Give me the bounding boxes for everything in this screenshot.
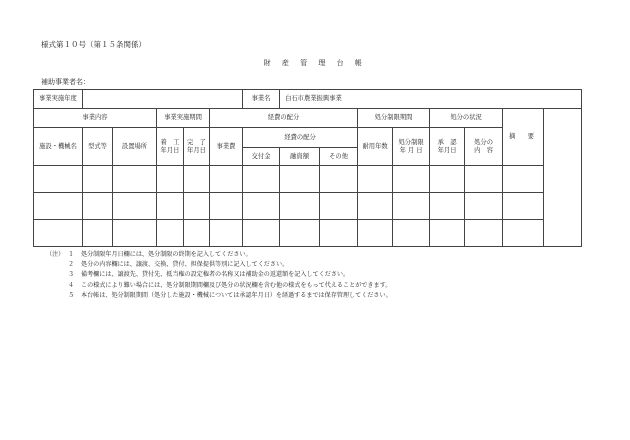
note-text: この様式により難い場合には、処分制限期間欄及び処分の状況欄を含む他の様式をもって代えることができます。 (81, 281, 392, 289)
note-number: ２ (68, 261, 75, 269)
other-cell (320, 193, 358, 220)
loan-cell (280, 166, 320, 193)
data-row (34, 166, 582, 193)
approval-date-cell (430, 193, 465, 220)
note-item (46, 270, 392, 280)
model-cell (83, 193, 113, 220)
blank-right-column (544, 109, 582, 247)
ledger-title: 財 産 管 理 台 帳 (263, 59, 367, 67)
useful-life-cell (358, 166, 393, 193)
notes-section (46, 250, 392, 301)
group-funding-cell: 経費の配分 (210, 109, 358, 128)
notes-heading: （注） (46, 251, 65, 258)
group-header-row (34, 109, 582, 128)
note-number: １ (68, 251, 75, 258)
column-header-row (34, 128, 582, 148)
approval-date-header-cell: 承 認 年月日 (430, 128, 465, 166)
cost-cell (210, 166, 243, 193)
grant-cell (243, 166, 280, 193)
project-value-cell: 白石市農業振興事業 (280, 90, 582, 109)
location-cell (113, 193, 157, 220)
note-item (46, 281, 392, 291)
note-item (46, 250, 392, 260)
useful-life-cell (358, 220, 393, 247)
start-date-cell (157, 166, 184, 193)
location-cell (113, 220, 157, 247)
facility-cell (34, 220, 83, 247)
grant-cell (243, 220, 280, 247)
note-number: ３ (68, 271, 75, 279)
facility-cell (34, 193, 83, 220)
useful-life-header-cell: 耐用年数 (358, 128, 393, 166)
group-period-cell: 事業実施期間 (157, 109, 210, 128)
other-cell (320, 166, 358, 193)
cost-cell (210, 193, 243, 220)
remarks-cell (503, 220, 544, 247)
end-date-cell (184, 193, 210, 220)
location-header-cell: 設置場所 (113, 128, 157, 166)
limit-date-header-cell: 処分制限 年 月 日 (393, 128, 430, 166)
model-header-cell: 型式等 (83, 128, 113, 166)
year-label-cell: 事業実施年度 (34, 90, 83, 109)
project-info-row (34, 90, 582, 109)
end-date-cell (184, 166, 210, 193)
organization-label: 補助事業者名： (41, 78, 90, 86)
loan-cell (280, 193, 320, 220)
group-limit-cell: 処分制限期間 (358, 109, 430, 128)
approval-date-cell (430, 166, 465, 193)
location-cell (113, 166, 157, 193)
model-cell (83, 220, 113, 247)
cost-header-cell: 事業費 (210, 128, 243, 166)
project-label-cell: 事業名 (243, 90, 280, 109)
grant-header-cell: 交付金 (243, 148, 280, 166)
remarks-cell (503, 166, 544, 193)
limit-date-cell (393, 166, 430, 193)
approval-date-cell (430, 220, 465, 247)
cost-cell (210, 220, 243, 247)
form-number: 様式第１０号（第１５条関係） (41, 40, 146, 49)
note-text: 処分の内容欄には、譲渡、交換、貸付、担保提供等別に記入してください。 (81, 261, 289, 269)
start-date-header-cell: 着 工 年月日 (157, 128, 184, 166)
model-cell (83, 166, 113, 193)
start-date-cell (157, 220, 184, 247)
disposal-content-cell (465, 166, 503, 193)
other-header-cell: その他 (320, 148, 358, 166)
end-date-cell (184, 220, 210, 247)
limit-date-cell (393, 220, 430, 247)
other-cell (320, 220, 358, 247)
year-value-cell (83, 90, 243, 109)
property-ledger-table (33, 89, 582, 247)
disposal-content-cell (465, 193, 503, 220)
grant-cell (243, 193, 280, 220)
limit-date-cell (393, 193, 430, 220)
note-number: ４ (68, 281, 75, 289)
useful-life-cell (358, 193, 393, 220)
disposal-content-header-cell: 処分の 内 容 (465, 128, 503, 166)
facility-header-cell: 施設・機械名 (34, 128, 83, 166)
data-row (34, 220, 582, 247)
facility-cell (34, 166, 83, 193)
funding-subgroup-cell: 経費の配分 (243, 128, 358, 148)
note-number: ５ (68, 291, 75, 299)
group-content-cell: 事業内容 (34, 109, 157, 128)
disposal-content-cell (465, 220, 503, 247)
note-text: 本台帳は、処分制限期間（処分した施設・機械については承認年月日）を経過するまでは保存管理してください。 (81, 291, 392, 299)
loan-header-cell: 融資額 (280, 148, 320, 166)
end-date-header-cell: 完 了 年月日 (184, 128, 210, 166)
start-date-cell (157, 193, 184, 220)
data-row (34, 193, 582, 220)
loan-cell (280, 220, 320, 247)
group-status-cell: 処分の状況 (430, 109, 503, 128)
note-text: 備考欄には、譲渡先、貸付先、抵当権の設定権者の名称又は補助金の返還額を記入してください。 (81, 271, 350, 279)
note-item (46, 291, 392, 301)
note-item (46, 260, 392, 270)
remarks-cell (503, 193, 544, 220)
remarks-header-cell: 摘 要 (503, 109, 544, 166)
note-text: 処分制限年月日欄には、処分制限の終期を記入してください。 (81, 251, 252, 258)
